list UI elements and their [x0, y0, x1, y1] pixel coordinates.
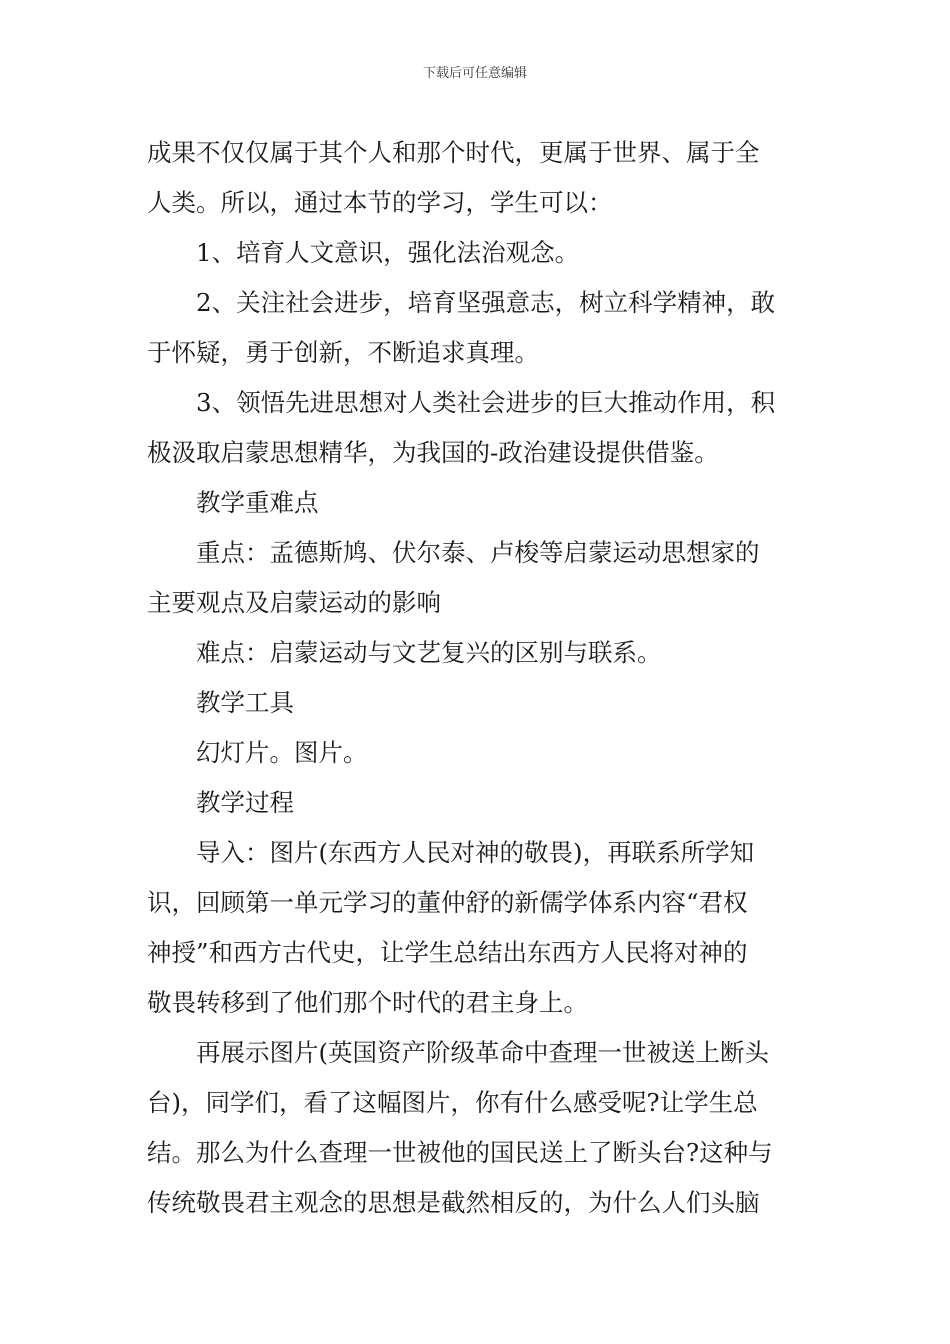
text-line: 再展示图片(英国资产阶级革命中查理一世被送上断头 — [196, 1038, 770, 1067]
text-line: 幻灯片。图片。 — [196, 738, 368, 767]
section-heading-process: 教学过程 — [196, 788, 294, 817]
text-line: 成果不仅仅属于其个人和那个时代，更属于世界、属于全 — [147, 138, 760, 167]
text-line: 重点：孟德斯鸠、伏尔泰、卢梭等启蒙运动思想家的 — [196, 538, 760, 567]
text-line: 识，回顾第一单元学习的董仲舒的新儒学体系内容“君权 — [147, 888, 748, 917]
text-line: 难点：启蒙运动与文艺复兴的区别与联系。 — [196, 638, 662, 667]
text-line: 台)，同学们，看了这幅图片，你有什么感受呢?让学生总 — [147, 1088, 758, 1117]
list-item-3: 3、领悟先进思想对人类社会进步的巨大推动作用，积 — [196, 388, 776, 417]
list-item-1: 1、培育人文意识，强化法治观念。 — [196, 238, 580, 267]
text-line: 结。那么为什么查理一世被他的国民送上了断头台?这种与 — [147, 1138, 773, 1167]
section-heading-tools: 教学工具 — [196, 688, 294, 717]
text-line: 人类。所以，通过本节的学习，学生可以： — [147, 188, 613, 217]
document-body — [147, 128, 807, 1228]
list-item-2: 2、关注社会进步，培育坚强意志，树立科学精神，敢 — [196, 288, 776, 317]
page-header: 下载后可任意编辑 — [422, 66, 527, 81]
text-line: 主要观点及启蒙运动的影响 — [147, 588, 441, 617]
text-line: 传统敬畏君主观念的思想是截然相反的，为什么人们头脑 — [147, 1188, 760, 1217]
text-line: 敬畏转移到了他们那个时代的君主身上。 — [147, 988, 588, 1017]
section-heading-key-points: 教学重难点 — [196, 488, 319, 517]
text-line: 导入：图片(东西方人民对神的敬畏)，再联系所学知 — [196, 838, 755, 867]
text-line: 于怀疑，勇于创新，不断追求真理。 — [147, 338, 539, 367]
text-line: 神授”和西方古代史，让学生总结出东西方人民将对神的 — [147, 938, 748, 967]
text-line: 极汲取启蒙思想精华，为我国的-政治建设提供借鉴。 — [147, 438, 719, 467]
